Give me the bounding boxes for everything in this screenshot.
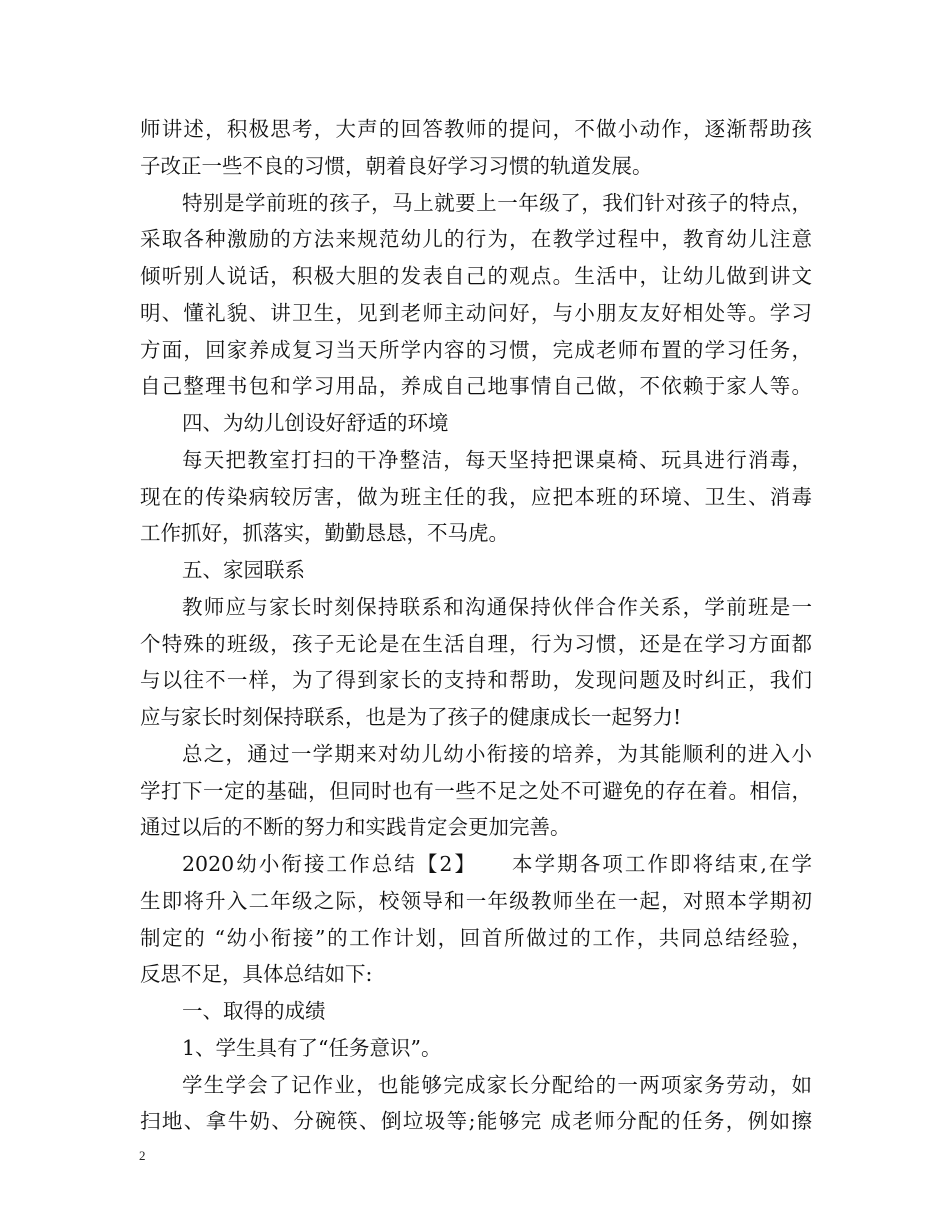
text-line: 扫地、拿牛奶、分碗筷、倒垃圾等;能够完 成老师分配的任务，例如擦 — [140, 1109, 812, 1134]
text-line: 应与家长时刻保持联系，也是为了孩子的健康成长一起努力! — [140, 705, 682, 729]
text-line: 现在的传染病较厉害，做为班主任的我，应把本班的环境、卫生、消毒 — [140, 484, 812, 509]
text-line: 四、为幼儿创设好舒适的环境 — [182, 411, 449, 435]
text-line: 总之，通过一学期来对幼儿幼小衔接的培养，为其能顺利的进入小 — [182, 741, 812, 766]
text-line: 与以往不一样，为了得到家长的支持和帮助，发现问题及时纠正，我们 — [140, 668, 812, 693]
text-line: 工作抓好，抓落实，勤勤恳恳，不马虎。 — [140, 521, 509, 546]
document-body — [140, 111, 812, 1140]
text-line: 学打下一定的基础，但同时也有一些不足之处不可避免的存在着。相信， — [140, 778, 812, 803]
text-line: 倾听别人说话，积极大胆的发表自己的观点。生活中，让幼儿做到讲文 — [140, 264, 812, 288]
text-line: 2020幼小衔接工作总结【2】 本学期各项工作即将结束,在学 — [182, 852, 812, 876]
text-line: 每天把教室打扫的干净整洁，每天坚持把课桌椅、玩具进行消毒， — [182, 447, 812, 472]
text-line: 五、家园联系 — [182, 558, 305, 582]
text-line: 个特殊的班级，孩子无论是在生活自理，行为习惯，还是在学习方面都 — [140, 631, 812, 656]
text-line: 学生学会了记作业，也能够完成家长分配给的一两项家务劳动，如 — [182, 1072, 812, 1097]
text-line: 自己整理书包和学习用品，养成自己地事情自己做，不依赖于家人等。 — [140, 374, 812, 399]
text-line: 师讲述，积极思考，大声的回答教师的提问，不做小动作，逐渐帮助孩 — [140, 117, 812, 141]
text-line: 反思不足，具体总结如下: — [140, 962, 373, 987]
text-line: 方面，回家养成复习当天所学内容的习惯，完成老师布置的学习任务， — [140, 337, 812, 362]
text-line: 明、懂礼貌、讲卫生，见到老师主动问好，与小朋友友好相处等。学习 — [140, 300, 812, 325]
text-line: 通过以后的不断的努力和实践肯定会更加完善。 — [140, 815, 571, 840]
text-line: 特别是学前班的孩子，马上就要上一年级了，我们针对孩子的特点， — [182, 190, 812, 215]
text-line: 采取各种激励的方法来规范幼儿的行为，在教学过程中，教育幼儿注意 — [140, 227, 812, 252]
page-number: 2 — [139, 1148, 146, 1163]
text-line: 一、取得的成绩 — [182, 999, 326, 1023]
text-line: 教师应与家长时刻保持联系和沟通保持伙伴合作关系，学前班是一 — [182, 594, 812, 619]
text-line: 制定的 “幼小衔接”的工作计划，回首所做过的工作，共同总结经验， — [140, 925, 812, 950]
text-line: 生即将升入二年级之际，校领导和一年级教师坐在一起，对照本学期初 — [140, 888, 812, 913]
text-line: 子改正一些不良的习惯，朝着良好学习习惯的轨道发展。 — [140, 153, 653, 178]
text-line: 1、学生具有了“任务意识”。 — [182, 1035, 442, 1060]
